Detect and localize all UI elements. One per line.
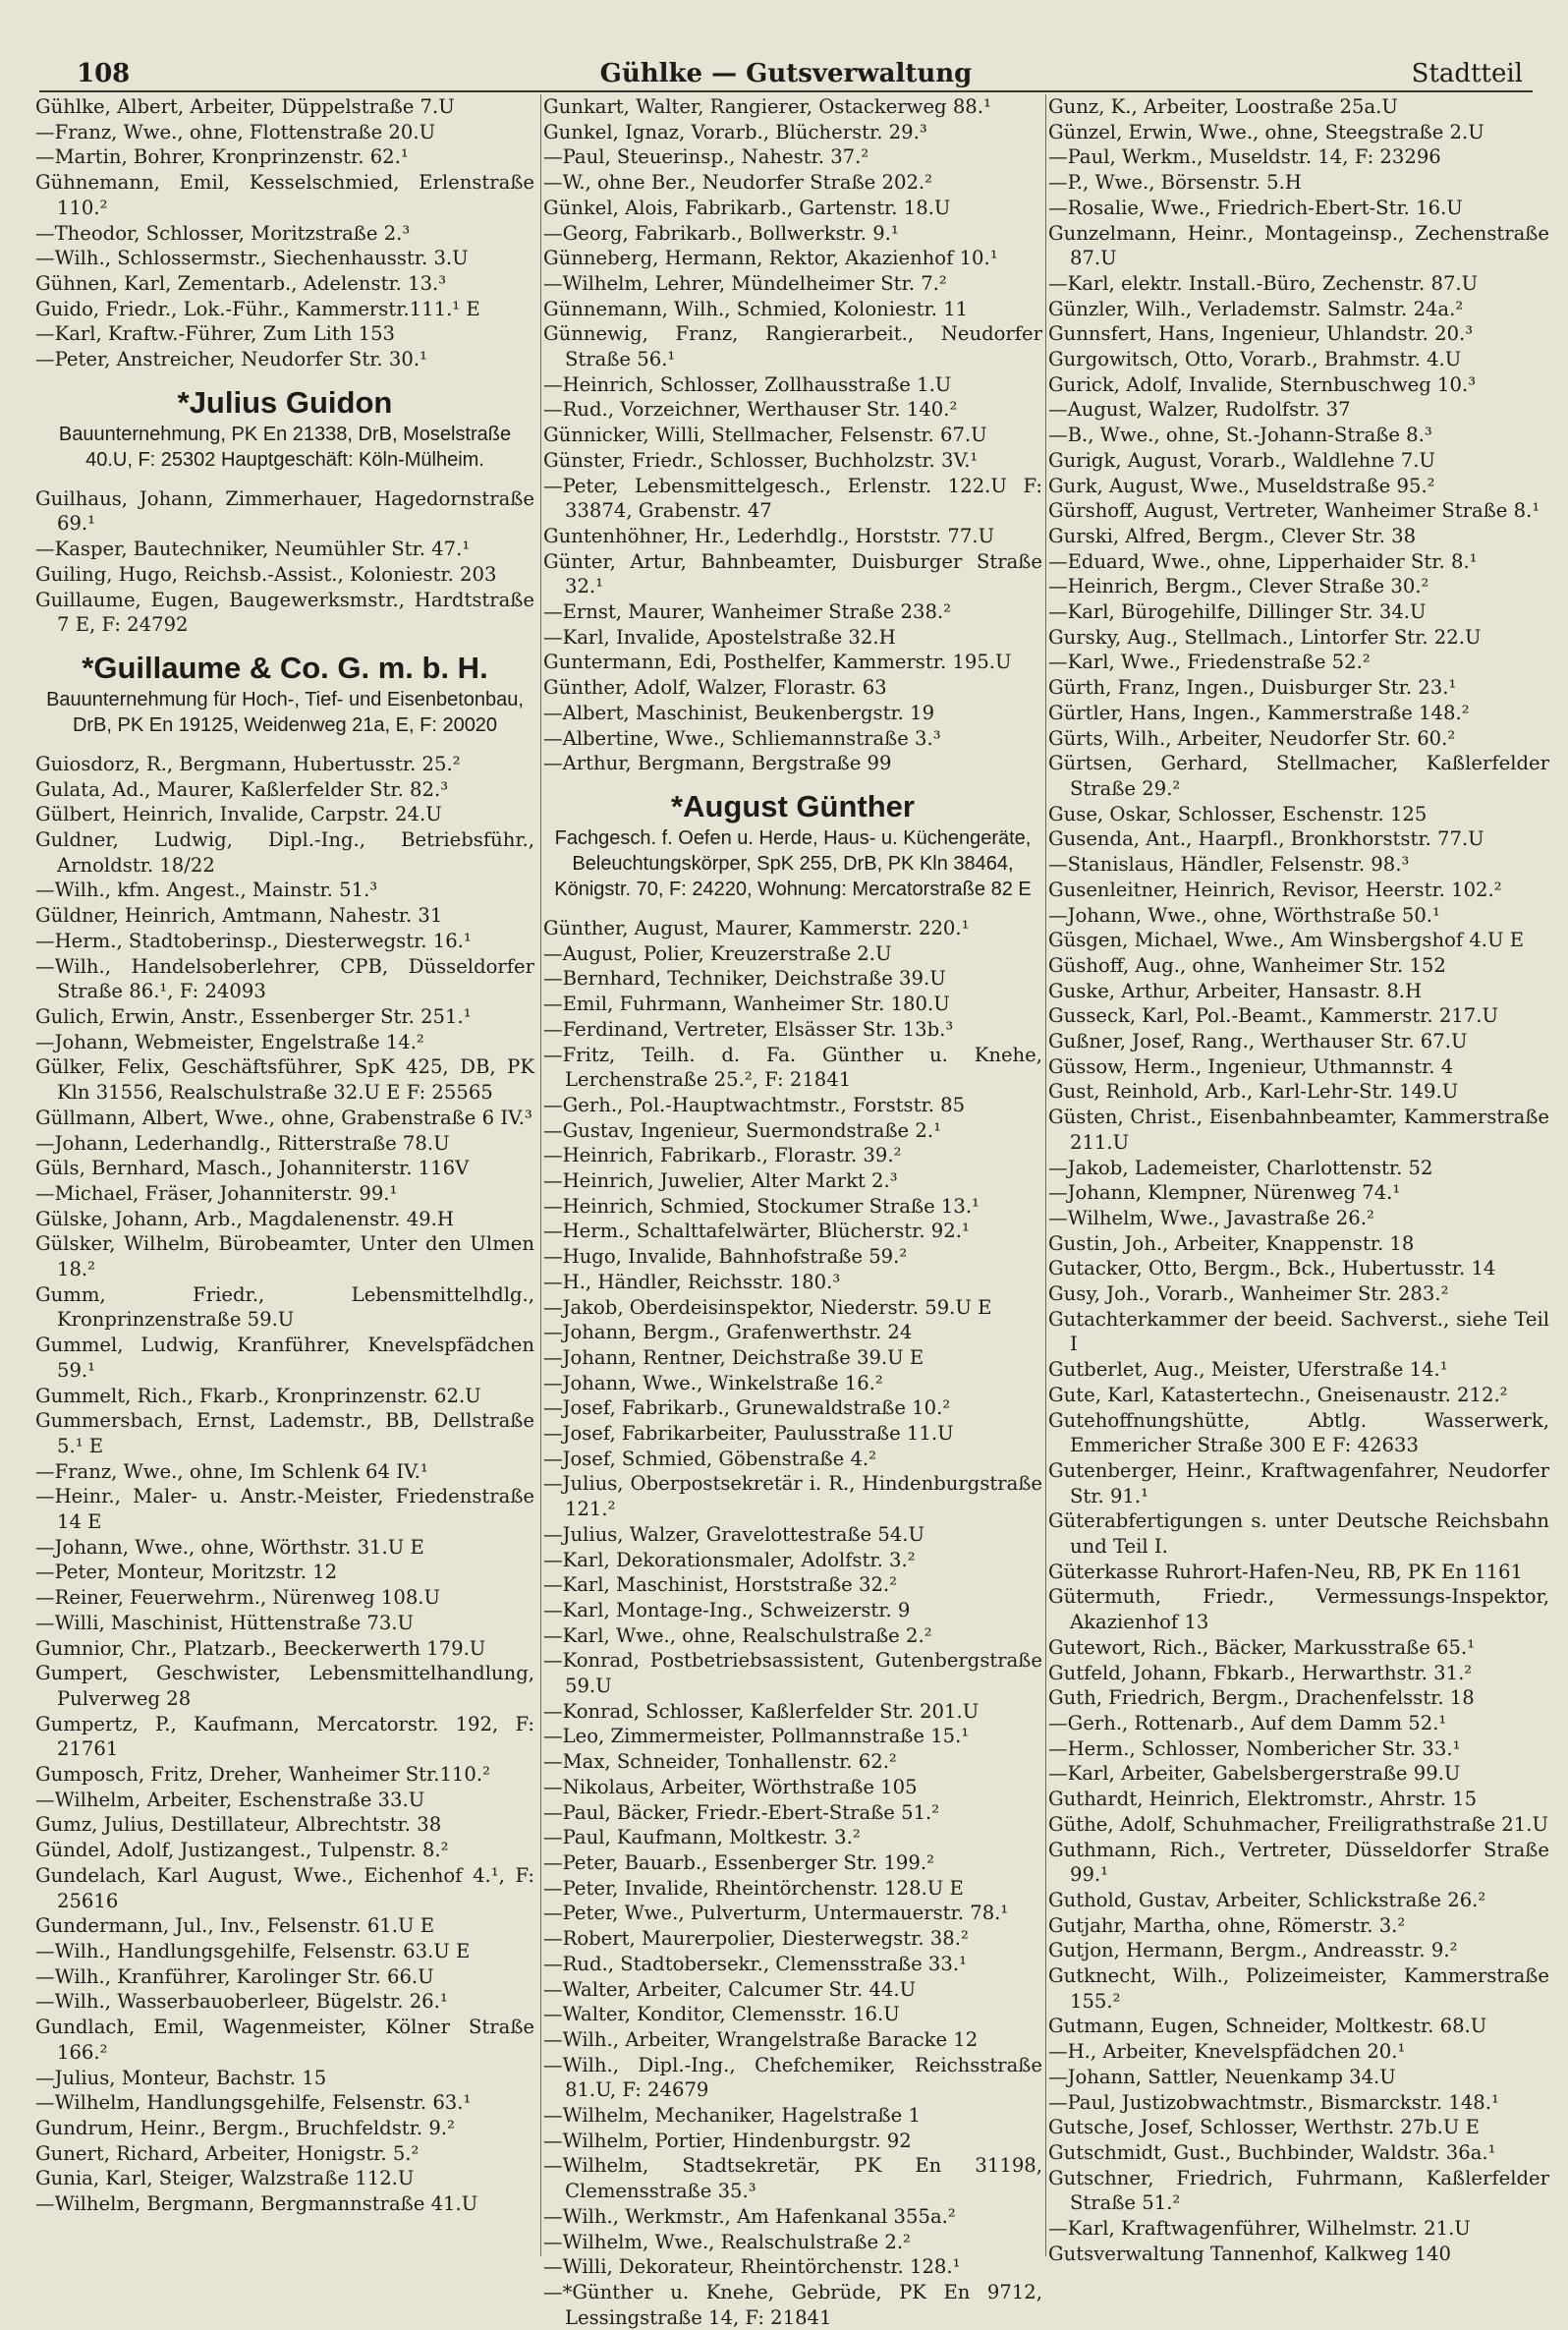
directory-entry: Gummelt, Rich., Fkarb., Kronprinzenstr. 62.U [35,1384,481,1407]
column-1 [35,94,534,2256]
directory-entry: —Josef, Fabrikarb., Grunewaldstraße 10.² [543,1396,951,1420]
directory-entry: Gülske, Johann, Arb., Magdalenenstr. 49.H [35,1207,454,1230]
directory-entry: Guth, Friedrich, Bergm., Drachenfelsstr. 18 [1048,1686,1475,1710]
directory-entry: Gunnsfert, Hans, Ingenieur, Uhlandstr. 20.³ [1048,322,1474,346]
directory-entry: Gülbert, Heinrich, Invalide, Carpstr. 24.U [35,803,442,826]
directory-entry: Gurick, Adolf, Invalide, Sternbuschweg 10.³ [1048,372,1477,396]
directory-entry: Günther, Adolf, Walzer, Florastr. 63 [543,676,887,700]
directory-entry: Gutsche, Josef, Schlosser, Werthstr. 27b.U E [1048,2116,1480,2139]
directory-entry: —Eduard, Wwe., ohne, Lipperhaider Str. 8.¹ [1048,549,1478,573]
directory-entry: Günzler, Wilh., Verlademstr. Salmstr. 24a.² [1048,297,1464,320]
directory-entry: —Fritz, Teilh. d. Fa. Günther u. Knehe, Lerchenstraße 25.², F: 21841 [543,1043,1042,1092]
directory-entry: Gunzelmann, Heinr., Montageinsp., Zechenstraße 87.U [1048,221,1549,270]
directory-entry: Gürts, Wilh., Arbeiter, Neudorfer Str. 60.² [1048,726,1456,750]
directory-entry: Gusy, Joh., Vorarb., Wanheimer Str. 283.² [1048,1282,1449,1306]
directory-entry: —Karl, Dekorationsmaler, Adolfstr. 3.² [543,1548,916,1571]
directory-entry: —Wilh., Schlossermstr., Siechenhausstr. 3.U [35,247,469,270]
directory-entry: Gusenleitner, Heinrich, Revisor, Heerstr. 102.² [1048,878,1502,901]
directory-entry: Guldner, Ludwig, Dipl.-Ing., Betriebsführ., Arnoldstr. 18/22 [35,828,534,877]
directory-entry: —Albertine, Wwe., Schliemannstraße 3.³ [543,726,941,750]
directory-entry: Gumpert, Geschwister, Lebensmittelhandlung, Pulverweg 28 [35,1662,534,1710]
directory-entry: —Rud., Stadtobersekr., Clemensstraße 33.¹ [543,1952,967,1975]
directory-entry: Gühlke, Albert, Arbeiter, Düppelstraße 7.U [35,95,455,118]
directory-entry: Gunkart, Walter, Rangierer, Ostackerweg 88.¹ [543,95,991,118]
directory-entry: —Josef, Fabrikarbeiter, Paulusstraße 11.U [543,1422,954,1446]
directory-entry: Gunkel, Ignaz, Vorarb., Blücherstr. 29.³ [543,120,927,143]
directory-entry: —Karl, Bürogehilfe, Dillinger Str. 34.U [1048,600,1427,624]
directory-entry: —Wilhelm, Mechaniker, Hagelstraße 1 [543,2104,921,2128]
directory-entry: Guthold, Gustav, Arbeiter, Schlickstraße 26.² [1048,1888,1486,1911]
directory-entry: Gunz, K., Arbeiter, Loostraße 25a.U [1048,95,1398,118]
directory-entry: Güssow, Herm., Ingenieur, Uthmannstr. 4 [1048,1054,1454,1078]
directory-entry: —Wilh., Dipl.-Ing., Chefchemiker, Reichsstraße 81.U, F: 24679 [543,2053,1042,2102]
directory-entry: —H., Händler, Reichsstr. 180.³ [543,1270,841,1293]
directory-entry: —Hugo, Invalide, Bahnhofstraße 59.² [543,1245,908,1269]
directory-entry: Gusenda, Ant., Haarpfl., Bronkhorststr. 77.U [1048,827,1484,851]
directory-entry: —Reiner, Feuerwehrm., Nürenweg 108.U [35,1586,441,1610]
directory-entry: Gürth, Franz, Ingen., Duisburger Str. 23.¹ [1048,676,1457,700]
page-header [39,51,1533,92]
directory-entry: —Paul, Bäcker, Friedr.-Ebert-Straße 51.² [543,1800,940,1824]
directory-entry: Gust, Reinhold, Arb., Karl-Lehr-Str. 149.U [1048,1080,1459,1104]
directory-entry: —Peter, Lebensmittelgesch., Erlenstr. 122.U F: 33874, Grabenstr. 47 [543,474,1042,523]
directory-entry: —Julius, Monteur, Bachstr. 15 [35,2066,327,2089]
directory-entry: —Wilhelm, Lehrer, Mündelheimer Str. 7.² [543,271,947,295]
directory-entry: —Wilhelm, Stadtsekretär, PK En 31198, Clemensstraße 35.³ [543,2154,1042,2203]
directory-entry: —Wilh., Handelsoberlehrer, CPB, Düsseldorfer Straße 86.¹, F: 24093 [35,954,534,1003]
directory-entry: —P., Wwe., Börsenstr. 5.H [1048,171,1302,195]
directory-entry: —Josef, Schmied, Göbenstraße 4.² [543,1447,877,1470]
directory-entry: —Julius, Oberpostsekretär i. R., Hindenburgstraße 121.² [543,1472,1042,1521]
directory-entry: —Gerh., Rottenarb., Auf dem Damm 52.¹ [1048,1712,1447,1734]
directory-entry: Güterkasse Ruhrort-Hafen-Neu, RB, PK En 1161 [1048,1560,1523,1583]
directory-entry: Gußner, Josef, Rang., Werthauser Str. 67.U [1048,1030,1468,1053]
directory-entry: —Heinrich, Bergm., Clever Straße 30.² [1048,575,1429,598]
directory-entry: —Peter, Monteur, Moritzstr. 12 [35,1561,338,1584]
directory-entry: —Heinrich, Fabrikarb., Florastr. 39.² [543,1144,902,1167]
directory-entry: Günther, August, Maurer, Kammerstr. 220.¹ [543,916,970,939]
directory-entry: Guido, Friedr., Lok.-Führ., Kammerstr.111.¹ E [35,297,480,320]
directory-entry: —Julius, Walzer, Gravelottestraße 54.U [543,1522,925,1546]
directory-entry: —Paul, Kaufmann, Moltkestr. 3.² [543,1826,861,1849]
directory-entry: —Konrad, Schlosser, Kaßlerfelder Str. 201.U [543,1699,980,1723]
directory-entry: —Karl, Kraftwagenführer, Wilhelmstr. 21.U [1048,2217,1471,2241]
directory-entry: Gumposch, Fritz, Dreher, Wanheimer Str.110.² [35,1763,490,1787]
directory-entry: Gunia, Karl, Steiger, Walzstraße 112.U [35,2167,415,2190]
directory-entry: —Arthur, Bergmann, Bergstraße 99 [543,752,892,775]
directory-entry: —Albert, Maschinist, Beukenbergstr. 19 [543,701,935,724]
directory-entry: —Heinrich, Schlosser, Zollhausstraße 1.U [543,372,952,396]
directory-entry: —Rud., Vorzeichner, Werthauser Str. 140.² [543,398,958,422]
directory-entry: Gutmann, Eugen, Schneider, Moltkestr. 68.U [1048,2015,1487,2038]
directory-entry: Gutschmidt, Gust., Buchbinder, Waldstr. 36a.¹ [1048,2140,1496,2164]
directory-entry: Gutjahr, Martha, ohne, Römerstr. 3.² [1048,1913,1406,1937]
directory-entry: Guilhaus, Johann, Zimmerhauer, Hagedornstraße 69.¹ [35,486,534,536]
directory-entry: —Wilhelm, Arbeiter, Eschenstraße 33.U [35,1788,425,1811]
directory-entry: Günster, Friedr., Schlosser, Buchholzstr. 3V.¹ [543,448,979,472]
directory-entry: —Jakob, Oberdeisinspektor, Niederstr. 59.U E [543,1295,992,1319]
directory-entry: —Paul, Steuerinsp., Nahestr. 37.² [543,145,869,169]
directory-entry: Gustin, Joh., Arbeiter, Knappenstr. 18 [1048,1231,1415,1255]
page-number: 108 [77,59,131,88]
directory-entry: —Wilh., Werkmstr., Am Hafenkanal 355a.² [543,2204,956,2228]
directory-entry: Gürshoff, August, Vertreter, Wanheimer Straße 8.¹ [1048,499,1540,523]
directory-entry: Gundelach, Karl August, Wwe., Eichenhof 4.¹, F: 25616 [35,1863,534,1912]
directory-entry: —Herm., Schalttafelwärter, Blücherstr. 92.¹ [543,1220,970,1243]
directory-entry: Gursky, Aug., Stellmach., Lintorfer Str. 22.U [1048,625,1482,649]
directory-entry: —Gustav, Ingenieur, Suermondstraße 2.¹ [543,1118,941,1142]
directory-entry: Gühnen, Karl, Zementarb., Adelenstr. 13.³ [35,271,447,295]
directory-entry: Gutknecht, Wilh., Polizeimeister, Kammerstraße 155.² [1048,1964,1549,2013]
directory-entry: —Paul, Werkm., Museldstr. 14, F: 23296 [1048,145,1441,169]
directory-entry: —Johann, Wwe., Winkelstraße 16.² [543,1371,883,1394]
directory-entry: —Karl, Arbeiter, Gabelsbergerstraße 99.U [1048,1762,1461,1786]
directory-entry: —Karl, Wwe., ohne, Realschulstraße 2.² [543,1623,932,1647]
directory-entry: Güsten, Christ., Eisenbahnbeamter, Kammerstraße 211.U [1048,1106,1549,1154]
running-title: Gühlke — Gutsverwaltung [599,59,973,88]
ad-text: Bauunternehmung, PK En 21338, DrB, Moselstraße 40.U, F: 25302 Hauptgeschäft: Köln-Mülheim. [58,423,512,471]
directory-entry: —Robert, Maurerpolier, Diesterwegstr. 38.² [543,1927,969,1951]
directory-entry: —Peter, Bauarb., Essenberger Str. 199.² [543,1851,934,1874]
directory-entry: Gutberlet, Aug., Meister, Uferstraße 14.¹ [1048,1358,1448,1382]
directory-entry: —Martin, Bohrer, Kronprinzenstr. 62.¹ [35,145,409,169]
directory-entry: —Johann, Lederhandlg., Ritterstraße 78.U [35,1131,450,1155]
directory-entry: Gürtler, Hans, Ingen., Kammerstraße 148.² [1048,701,1470,724]
directory-entry: —Peter, Invalide, Rheintörchenstr. 128.U E [543,1876,964,1900]
directory-entry: —Karl, Kraftw.-Führer, Zum Lith 153 [35,322,396,346]
column-3 [1045,94,1549,2265]
directory-entry: Gummersbach, Ernst, Lademstr., BB, Dellstraße 5.¹ E [35,1409,534,1457]
directory-entry: Guske, Arthur, Arbeiter, Hansastr. 8.H [1048,979,1423,1002]
directory-entry: —Karl, Wwe., Friedenstraße 52.² [1048,651,1371,674]
directory-entry: Günneberg, Hermann, Rektor, Akazienhof 10.¹ [543,247,998,270]
directory-entry: —Willi, Dekorateur, Rheintörchenstr. 128.¹ [543,2255,961,2279]
directory-entry: Guillaume, Eugen, Baugewerksmstr., Hardtstraße 7 E, F: 24792 [35,588,534,637]
directory-entry: —Wilh., Handlungsgehilfe, Felsenstr. 63.U E [35,1940,471,1962]
directory-entry: Guthardt, Heinrich, Elektromstr., Ahrstr. 15 [1048,1788,1478,1811]
directory-entry: —Heinrich, Schmied, Stockumer Straße 13.¹ [543,1194,980,1218]
directory-entry: —Herm., Schlosser, Nombericher Str. 33.¹ [1048,1736,1461,1760]
directory-entry: Gumm, Friedr., Lebensmittelhdlg., Kronprinzenstraße 59.U [35,1282,534,1332]
directory-entry: —Wilhelm, Handlungsgehilfe, Felsenstr. 63.¹ [35,2091,472,2115]
directory-entry: —Theodor, Schlosser, Moritzstraße 2.³ [35,221,411,245]
directory-entry: —Walter, Arbeiter, Calcumer Str. 44.U [543,1977,917,2001]
directory-entry: Gütermuth, Friedr., Vermessungs-Inspektor, Akazienhof 13 [1048,1585,1549,1634]
directory-entry: Guntenhöhner, Hr., Lederhdlg., Horststr. 77.U [543,524,995,547]
directory-entry: —Wilhelm, Wwe., Javastraße 26.² [1048,1206,1374,1229]
directory-entry: —*Günther u. Knehe, Gebrüde, PK En 9712, Lessingstraße 14, F: 21841 [543,2280,1042,2329]
directory-entry: —Wilhelm, Portier, Hindenburgstr. 92 [543,2129,912,2152]
directory-entry: Günkel, Alois, Fabrikarb., Gartenstr. 18.U [543,196,951,219]
directory-entry: —Nikolaus, Arbeiter, Wörthstraße 105 [543,1775,918,1798]
directory-entry: —Wilh., Kranführer, Karolinger Str. 66.U [35,1964,434,1988]
ad-name: *Guillaume & Co. G. m. b. H. [82,650,488,685]
directory-entry: —Stanislaus, Händler, Felsenstr. 98.³ [1048,853,1410,877]
directory-entry: —Franz, Wwe., ohne, Im Schlenk 64 IV.¹ [35,1459,428,1483]
directory-entry: Gutehoffnungshütte, Abtlg. Wasserwerk, Emmericher Straße 300 E F: 42633 [1048,1408,1549,1457]
directory-entry: —Karl, Invalide, Apostelstraße 32.H [543,625,896,649]
directory-entry: Gumz, Julius, Destillateur, Albrechtstr. 38 [35,1813,442,1837]
directory-entry: Gunert, Richard, Arbeiter, Honigstr. 5.² [35,2141,420,2165]
advertisement-august-guenther [543,788,1042,902]
directory-entry: Gummel, Ludwig, Kranführer, Knevelspfädchen 59.¹ [35,1334,534,1382]
directory-entry: —Ernst, Maurer, Wanheimer Straße 238.² [543,600,951,624]
directory-entry: Guiosdorz, R., Bergmann, Hubertusstr. 25.² [35,752,461,775]
directory-entry: Gundermann, Jul., Inv., Felsenstr. 61.U E [35,1914,435,1938]
directory-entry: —Konrad, Postbetriebsassistent, Gutenbergstraße 59.U [543,1649,1042,1698]
directory-entry: —Walter, Konditor, Clemensstr. 16.U [543,2003,900,2026]
directory-entry: Günzel, Erwin, Wwe., ohne, Steegstraße 2.U [1048,120,1484,143]
directory-entry: —Peter, Anstreicher, Neudorfer Str. 30.¹ [35,348,427,371]
directory-entry: Gundlach, Emil, Wagenmeister, Kölner Straße 166.² [35,2016,534,2064]
directory-entry: Gutachterkammer der beeid. Sachverst., siehe Teil I [1048,1307,1549,1356]
directory-entry: —Kasper, Bautechniker, Neumühler Str. 47.¹ [35,538,471,561]
directory-entry: Gulata, Ad., Maurer, Kaßlerfelder Str. 82.³ [35,777,449,801]
directory-entry: —Jakob, Lademeister, Charlottenstr. 52 [1048,1156,1433,1179]
directory-entry: Gutenberger, Heinr., Kraftwagenfahrer, Neudorfer Str. 91.¹ [1048,1458,1549,1507]
directory-entry: Gülsker, Wilhelm, Bürobeamter, Unter den Ulmen 18.² [35,1232,534,1281]
directory-entry: —Karl, Maschinist, Horststraße 32.² [543,1573,898,1597]
directory-entry: Güldner, Heinrich, Amtmann, Nahestr. 31 [35,904,443,928]
directory-entry: Güterabfertigungen s. unter Deutsche Reichsbahn und Teil I. [1048,1509,1549,1559]
directory-entry: Gutsverwaltung Tannenhof, Kalkweg 140 [1048,2242,1451,2265]
directory-entry: —Wilh., Arbeiter, Wrangelstraße Baracke 12 [543,2027,979,2051]
advertisement-guillaume [35,650,534,738]
directory-entry: Gündel, Adolf, Justizangest., Tulpenstr. 8.² [35,1839,449,1862]
directory-entry: Gurigk, August, Vorarb., Waldlehne 7.U [1048,448,1435,472]
directory-entry: —Johann, Wwe., ohne, Wörthstr. 31.U E [35,1535,424,1559]
directory-entry: —Paul, Justizobwachtmstr., Bismarckstr. 148.¹ [1048,2090,1499,2114]
directory-entry: Gutewort, Rich., Bäcker, Markusstraße 65.¹ [1048,1635,1476,1659]
directory-entry: —Johann, Webmeister, Engelstraße 14.² [35,1030,424,1053]
directory-entry: Guthmann, Rich., Vertreter, Düsseldorfer Straße 99.¹ [1048,1838,1549,1887]
directory-entry: Günnewig, Franz, Rangierarbeit., Neudorfer Straße 56.¹ [543,322,1042,371]
directory-entry: Guntermann, Edi, Posthelfer, Kammerstr. 195.U [543,651,1012,674]
directory-entry: —Karl, Montage-Ing., Schweizerstr. 9 [543,1598,911,1621]
directory-entry: Gürtsen, Gerhard, Stellmacher, Kaßlerfelder Straße 29.² [1048,752,1549,800]
directory-entry: —Heinrich, Juwelier, Alter Markt 2.³ [543,1169,898,1193]
directory-entry: Gute, Karl, Katastertechn., Gneisenaustr. 212.² [1048,1383,1508,1406]
directory-entry: Güls, Bernhard, Masch., Johanniterstr. 116V [35,1157,470,1180]
directory-entry: —Emil, Fuhrmann, Wanheimer Str. 180.U [543,993,950,1016]
directory-entry: Güsgen, Michael, Wwe., Am Winsbergshof 4.U E [1048,929,1525,952]
directory-entry: —Johann, Wwe., ohne, Wörthstraße 50.¹ [1048,903,1440,927]
directory-entry: Gumnior, Chr., Platzarb., Beeckerwerth 179.U [35,1636,486,1660]
directory-entry: Güshoff, Aug., ohne, Wanheimer Str. 152 [1048,953,1446,977]
directory-entry: Gundrum, Heinr., Bergm., Bruchfeldstr. 9.² [35,2116,455,2139]
ad-name: *August Günther [671,788,915,824]
directory-entry: Gumpertz, P., Kaufmann, Mercatorstr. 192, F: 21761 [35,1712,534,1761]
directory-entry: —Johann, Rentner, Deichstraße 39.U E [543,1345,924,1369]
directory-entry: Gurk, August, Wwe., Museldstraße 95.² [1048,474,1435,497]
directory-entry: —Rosalie, Wwe., Friedrich-Ebert-Str. 16.U [1048,196,1463,219]
directory-entry: Gutschner, Friedrich, Fuhrmann, Kaßlerfelder Straße 51.² [1048,2166,1549,2215]
directory-entry: —Michael, Fräser, Johanniterstr. 99.¹ [35,1181,398,1205]
directory-entry: —Wilh., Wasserbauoberleer, Bügelstr. 26.¹ [35,1990,448,2014]
directory-entry: Günnemann, Wilh., Schmied, Koloniestr. 11 [543,297,969,320]
ad-text: Bauunternehmung für Hoch-, Tief- und Eisenbetonbau, DrB, PK En 19125, Weidenweg 21a, E, F: 20020 [46,688,524,736]
directory-entry: —Willi, Maschinist, Hüttenstraße 73.U [35,1611,415,1634]
directory-entry: Gülker, Felix, Geschäftsführer, SpK 425, DB, PK Kln 31556, Realschulstraße 32.U E F: 25565 [35,1055,534,1105]
directory-entry: —Franz, Wwe., ohne, Flottenstraße 20.U [35,120,436,143]
directory-entry: —Leo, Zimmermeister, Pollmannstraße 15.¹ [543,1725,970,1748]
directory-entry: Gühnemann, Emil, Kesselschmied, Erlenstraße 110.² [35,171,534,219]
advertisement-julius-guidon [35,384,534,473]
directory-entry: —W., ohne Ber., Neudorfer Straße 202.² [543,171,932,195]
directory-entry: Gulich, Erwin, Anstr., Essenberger Str. 251.¹ [35,1004,472,1028]
directory-entry: —Wilhelm, Wwe., Realschulstraße 2.² [543,2230,911,2253]
section-label: Stadtteil [1411,59,1523,88]
directory-entry: Guse, Oskar, Schlosser, Eschenstr. 125 [1048,802,1428,825]
directory-entry: Gutfeld, Johann, Fbkarb., Herwarthstr. 31.² [1048,1661,1473,1684]
directory-entry: —B., Wwe., ohne, St.-Johann-Straße 8.³ [1048,424,1432,447]
directory-entry: —Johann, Bergm., Grafenwerthstr. 24 [543,1321,913,1344]
directory-entry: —Johann, Klempner, Nürenweg 74.¹ [1048,1181,1401,1205]
directory-entry: Gusseck, Karl, Pol.-Beamt., Kammerstr. 217.U [1048,1004,1498,1028]
directory-entry: —Max, Schneider, Tonhallenstr. 62.² [543,1750,897,1774]
directory-entry: —Karl, elektr. Install.-Büro, Zechenstr. 87.U [1048,271,1479,295]
directory-entry: —H., Arbeiter, Knevelspfädchen 20.¹ [1048,2040,1406,2064]
directory-entry: —Herm., Stadtoberinsp., Diesterwegstr. 16.¹ [35,929,472,952]
directory-entry: —Georg, Fabrikarb., Bollwerkstr. 9.¹ [543,221,899,245]
directory-entry: Gurgowitsch, Otto, Vorarb., Brahmstr. 4.U [1048,348,1462,371]
directory-entry: —Bernhard, Techniker, Deichstraße 39.U [543,967,946,991]
ad-name: *Julius Guidon [177,384,393,420]
directory-entry: —Johann, Sattler, Neuenkamp 34.U [1048,2065,1396,2088]
directory-entry: Guiling, Hugo, Reichsb.-Assist., Koloniestr. 203 [35,562,497,586]
directory-entry: —Peter, Wwe., Pulverturm, Untermauerstr. 78.¹ [543,1902,1009,1925]
directory-entry: —August, Walzer, Rudolfstr. 37 [1048,398,1351,422]
directory-entry: Günnicker, Willi, Stellmacher, Felsenstr. 67.U [543,424,987,447]
directory-entry: Güthe, Adolf, Schuhmacher, Freiligrathstraße 21.U [1048,1812,1548,1836]
directory-entry: Gutacker, Otto, Bergm., Bck., Hubertusstr. 14 [1048,1257,1496,1280]
directory-entry: —Wilh., kfm. Angest., Mainstr. 51.³ [35,879,378,902]
directory-entry: Gurski, Alfred, Bergm., Clever Str. 38 [1048,524,1417,547]
directory-entry: Gutjon, Hermann, Bergm., Andreasstr. 9.² [1048,1939,1458,1962]
column-2 [540,94,1042,2329]
directory-entry: —Ferdinand, Vertreter, Elsässer Str. 13b.³ [543,1017,954,1041]
directory-entry: —August, Polier, Kreuzerstraße 2.U [543,941,892,965]
directory-entry: —Gerh., Pol.-Hauptwachtmstr., Forststr. 85 [543,1093,966,1116]
ad-text: Fachgesch. f. Oefen u. Herde, Haus- u. Küchengeräte, Beleuchtungskörper, SpK 255, DrB, PK Kln 38464, Königstr. 70, F: 24220, Wohnung: Mercatorstraße 82 E [554,826,1032,900]
directory-entry: —Wilhelm, Bergmann, Bergmannstraße 41.U [35,2192,478,2216]
directory-entry: Günter, Artur, Bahnbeamter, Duisburger Straße 32.¹ [543,549,1042,598]
directory-entry: Güllmann, Albert, Wwe., ohne, Grabenstraße 6 IV.³ [35,1106,532,1129]
directory-entry: —Heinr., Maler- u. Anstr.-Meister, Friedenstraße 14 E [35,1485,534,1534]
